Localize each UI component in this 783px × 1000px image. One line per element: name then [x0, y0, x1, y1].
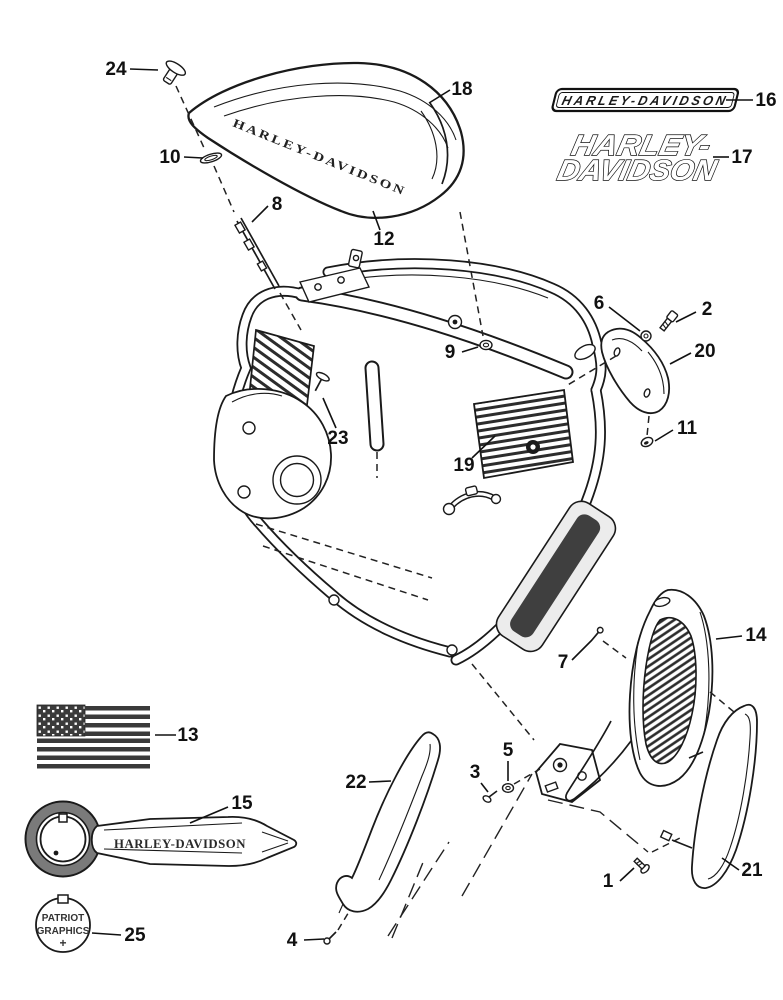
harley-davidson-logo-decal [555, 129, 721, 187]
callout-10: 10 [159, 147, 181, 168]
side-cover-screw-7 [590, 626, 604, 642]
callout-9: 9 [444, 342, 456, 363]
fuel-tank-console [188, 63, 463, 218]
callout-18: 18 [451, 79, 473, 100]
callout-3: 3 [469, 762, 481, 783]
left-engine-cover [214, 389, 331, 519]
callout-24: 24 [105, 59, 127, 80]
callout-25: 25 [124, 925, 146, 946]
key-decal-15 [26, 802, 297, 877]
callout-13: 13 [177, 725, 199, 746]
callout-16: 16 [755, 90, 777, 111]
svg-text:HARLEY-: HARLEY- [568, 129, 703, 162]
panel-washer-5 [503, 784, 514, 793]
lower-mount-bracket [536, 744, 600, 802]
callout-11: 11 [676, 418, 698, 439]
frame-pin-23 [309, 371, 330, 394]
trim-screw-1 [632, 856, 650, 874]
flag-decal-13 [37, 705, 150, 769]
upper-cover-20 [601, 329, 669, 414]
fork-panel-22 [336, 732, 440, 913]
callout-5: 5 [502, 740, 514, 761]
svg-text:DAVIDSON: DAVIDSON [554, 154, 713, 187]
callout-20: 20 [694, 341, 716, 362]
patriot-graphics-decal-25 [36, 895, 90, 952]
callout-17: 17 [731, 147, 753, 168]
svg-text:+: + [59, 936, 67, 950]
callout-1: 1 [602, 871, 614, 892]
right-vent-grille [474, 390, 573, 478]
cover-clip-11 [640, 436, 654, 449]
panel-screw-4 [324, 932, 336, 944]
cover-washer-6 [641, 331, 651, 341]
callout-4: 4 [286, 930, 298, 951]
callout-19: 19 [453, 455, 475, 476]
svg-text:GRAPHICS: GRAPHICS [36, 926, 90, 937]
mounting-rod-8 [235, 218, 279, 289]
callout-2: 2 [701, 299, 713, 320]
callout-21: 21 [741, 860, 763, 881]
frame-washer-9 [480, 340, 492, 349]
cover-screw-2 [659, 310, 678, 331]
panel-screw-3 [482, 791, 497, 804]
callout-14: 14 [745, 625, 767, 646]
harley-davidson-badge-decal [552, 89, 739, 111]
callout-12: 12 [373, 229, 395, 250]
key-decal-text: HARLEY-DAVIDSON [114, 836, 247, 851]
svg-text:HARLEY-DAVIDSON: HARLEY-DAVIDSON [560, 93, 734, 108]
callout-23: 23 [327, 428, 349, 449]
svg-text:PATRIOT: PATRIOT [41, 913, 85, 924]
motorcycle-frame [214, 249, 621, 802]
console-screw-24 [157, 58, 187, 88]
callout-8: 8 [271, 194, 283, 215]
tank-script-decal: HARLEY-DAVIDSON [230, 115, 373, 184]
callout-15: 15 [231, 793, 253, 814]
callout-22: 22 [345, 772, 367, 793]
hose [444, 486, 501, 515]
callout-7: 7 [557, 652, 569, 673]
callout-6: 6 [593, 293, 605, 314]
